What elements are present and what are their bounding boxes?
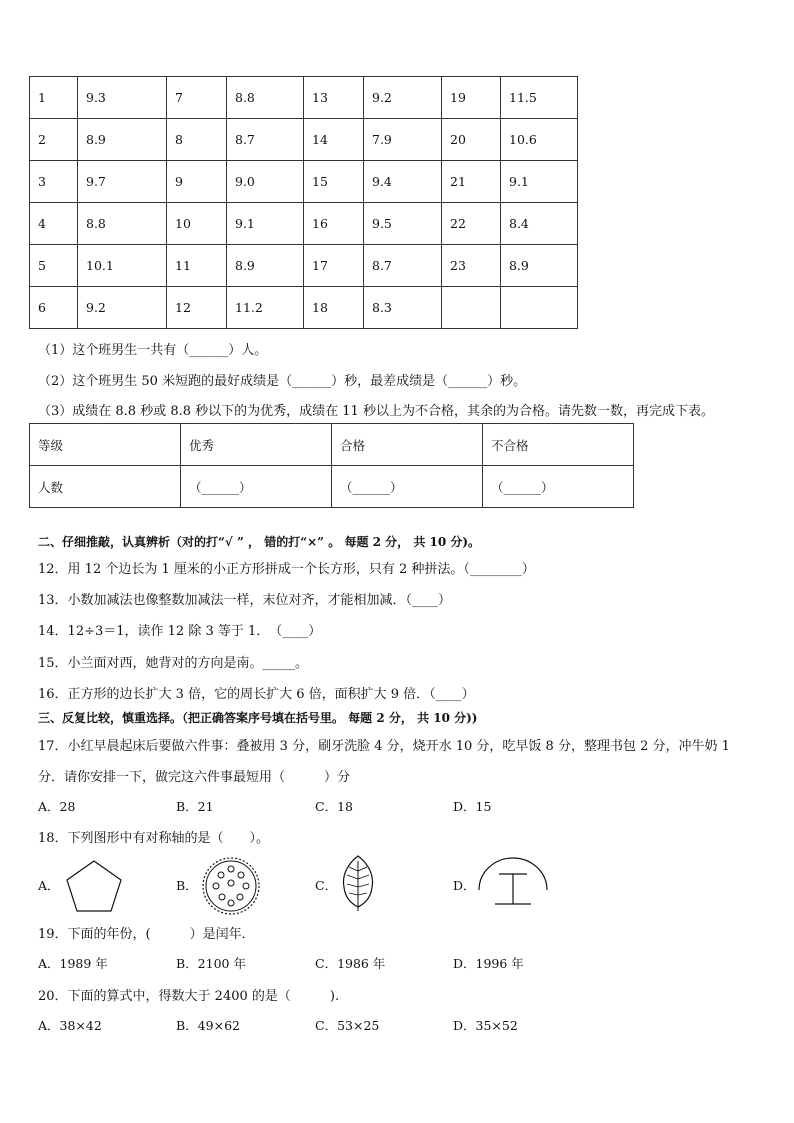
- time-cell: 9.3: [78, 77, 167, 119]
- student-number-cell: 3: [30, 161, 78, 203]
- question-16: 16．正方形的边长扩大 3 倍，它的周长扩大 6 倍，面积扩大 9 倍．（____）: [38, 687, 475, 702]
- student-number-cell: 13: [304, 77, 364, 119]
- question-17-line2: 分．请你安排一下，做完这六件事最短用（ ）分: [38, 770, 351, 785]
- time-cell: 9.4: [364, 161, 442, 203]
- student-number-cell: 10: [167, 203, 227, 245]
- student-number-cell: 20: [442, 119, 501, 161]
- student-number-cell: 12: [167, 287, 227, 329]
- score-table: [29, 76, 578, 329]
- grade-count-label: 人数: [30, 466, 181, 508]
- student-number-cell: 2: [30, 119, 78, 161]
- grade-count-blank[interactable]: （______）: [332, 466, 483, 508]
- time-cell: [501, 287, 578, 329]
- student-number-cell: 14: [304, 119, 364, 161]
- time-cell: 8.8: [78, 203, 167, 245]
- student-number-cell: 6: [30, 287, 78, 329]
- question-12: 12．用 12 个边长为 1 厘米的小正方形拼成一个长方形，只有 2 种拼法。（________）: [38, 562, 535, 577]
- time-cell: 7.9: [364, 119, 442, 161]
- student-number-cell: 16: [304, 203, 364, 245]
- score-row: [30, 245, 578, 287]
- score-row: [30, 203, 578, 245]
- question-13: 13．小数加减法也像整数加减法一样，末位对齐，才能相加减．（____）: [38, 593, 452, 608]
- q20-option-b[interactable]: B．49×62: [176, 1018, 240, 1033]
- question-19: 19．下面的年份，( ）是闰年．: [38, 927, 255, 942]
- student-number-cell: 9: [167, 161, 227, 203]
- time-cell: 9.0: [227, 161, 304, 203]
- time-cell: 10.6: [501, 119, 578, 161]
- time-cell: 8.9: [227, 245, 304, 287]
- q20-option-d[interactable]: D．35×52: [453, 1018, 518, 1033]
- student-number-cell: 23: [442, 245, 501, 287]
- question-11-1: （1）这个班男生一共有（______）人。: [38, 343, 268, 358]
- grade-count-blank[interactable]: （______）: [483, 466, 634, 508]
- time-cell: 11.2: [227, 287, 304, 329]
- time-cell: 8.9: [78, 119, 167, 161]
- student-number-cell: 18: [304, 287, 364, 329]
- student-number-cell: 7: [167, 77, 227, 119]
- student-number-cell: 17: [304, 245, 364, 287]
- grade-count-row: [30, 466, 634, 508]
- q20-option-a[interactable]: A．38×42: [38, 1018, 102, 1033]
- time-cell: 10.1: [78, 245, 167, 287]
- q19-option-c[interactable]: C．1986 年: [315, 956, 386, 971]
- student-number-cell: 11: [167, 245, 227, 287]
- q17-option-c[interactable]: C．18: [315, 799, 353, 814]
- question-15: 15．小兰面对西，她背对的方向是南。_____。: [38, 656, 309, 671]
- score-row: [30, 161, 578, 203]
- time-cell: 8.3: [364, 287, 442, 329]
- time-cell: 9.2: [364, 77, 442, 119]
- pentagon-figure: [63, 858, 125, 914]
- section-3-title: 三、反复比较，慎重选择。（把正确答案序号填在括号里。 每题 2 分， 共 10 分)): [38, 711, 478, 725]
- student-number-cell: 8: [167, 119, 227, 161]
- question-14: 14．12÷3＝1，读作 12 除 3 等于 1． （____）: [38, 624, 322, 639]
- student-number-cell: 22: [442, 203, 501, 245]
- grade-header-cell: 等级: [30, 424, 181, 466]
- gear-plate-figure: [200, 855, 262, 917]
- student-number-cell: 5: [30, 245, 78, 287]
- time-cell: 9.5: [364, 203, 442, 245]
- question-11-2: （2）这个班男生 50 米短跑的最好成绩是（______）秒，最差成绩是（______）秒。: [38, 374, 527, 389]
- time-cell: 8.4: [501, 203, 578, 245]
- score-row: [30, 287, 578, 329]
- time-cell: 8.9: [501, 245, 578, 287]
- q17-option-a[interactable]: A．28: [38, 799, 76, 814]
- time-cell: 9.7: [78, 161, 167, 203]
- q19-option-b[interactable]: B．2100 年: [176, 956, 246, 971]
- score-row: [30, 119, 578, 161]
- student-number-cell: [442, 287, 501, 329]
- q17-option-d[interactable]: D．15: [453, 799, 492, 814]
- student-number-cell: 1: [30, 77, 78, 119]
- question-17-line1: 17．小红早晨起床后要做六件事：叠被用 3 分，刷牙洗脸 4 分，烧开水 10 分，吃早饭 8 分，整理书包 2 分，冲牛奶 1: [38, 739, 730, 754]
- student-number-cell: 21: [442, 161, 501, 203]
- question-11-3: （3）成绩在 8.8 秒或 8.8 秒以下的为优秀，成绩在 11 秒以上为不合格，其余的为合格。请先数一数，再完成下表。: [38, 404, 714, 419]
- section-2-title: 二、仔细推敲，认真辨析（对的打“√ ” ， 错的打“×” 。 每题 2 分， 共 10 分)。: [38, 535, 481, 549]
- arch-figure: [475, 852, 551, 912]
- q18-option-d[interactable]: D．: [453, 878, 476, 893]
- time-cell: 8.7: [227, 119, 304, 161]
- q17-option-b[interactable]: B．21: [176, 799, 214, 814]
- time-cell: 9.1: [227, 203, 304, 245]
- q19-option-a[interactable]: A．1989 年: [38, 956, 108, 971]
- q19-option-d[interactable]: D．1996 年: [453, 956, 524, 971]
- time-cell: 9.2: [78, 287, 167, 329]
- grade-header-cell: 不合格: [483, 424, 634, 466]
- time-cell: 9.1: [501, 161, 578, 203]
- question-18: 18．下列图形中有对称轴的是（ ）。: [38, 831, 270, 846]
- grade-header-cell: 优秀: [181, 424, 332, 466]
- grade-header-cell: 合格: [332, 424, 483, 466]
- time-cell: 8.7: [364, 245, 442, 287]
- student-number-cell: 4: [30, 203, 78, 245]
- score-row: [30, 77, 578, 119]
- q18-option-b[interactable]: B．: [176, 878, 198, 893]
- grade-table: [29, 423, 634, 508]
- time-cell: 8.8: [227, 77, 304, 119]
- grade-count-blank[interactable]: （______）: [181, 466, 332, 508]
- q18-option-c[interactable]: C．: [315, 878, 338, 893]
- time-cell: 11.5: [501, 77, 578, 119]
- q20-option-c[interactable]: C．53×25: [315, 1018, 380, 1033]
- q18-option-a[interactable]: A．: [38, 878, 60, 893]
- leaf-figure: [338, 853, 378, 913]
- student-number-cell: 19: [442, 77, 501, 119]
- grade-header-row: [30, 424, 634, 466]
- question-20: 20．下面的算式中，得数大于 2400 的是（ ).: [38, 989, 340, 1004]
- student-number-cell: 15: [304, 161, 364, 203]
